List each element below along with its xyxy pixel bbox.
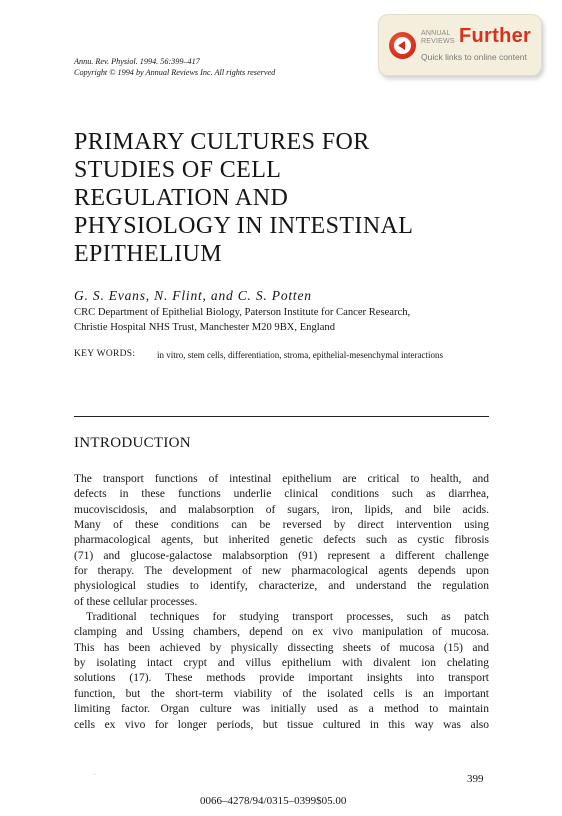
- paragraph-1: [74, 472, 489, 610]
- keywords-label: KEY WORDS:: [74, 349, 136, 359]
- title-line: PHYSIOLOGY IN INTESTINAL: [74, 213, 414, 239]
- badge-reviews: REVIEWS: [421, 37, 455, 45]
- article-title: [74, 128, 413, 268]
- paragraph-2: [74, 610, 489, 733]
- text-line: solutions (17). These methods provide important insights into transport: [74, 672, 489, 685]
- play-back-icon: [389, 32, 416, 59]
- page-number: 399: [467, 773, 484, 785]
- citation-journal: Annu. Rev. Physiol. 1994. 56:399–417: [74, 57, 200, 66]
- body-text: [74, 472, 489, 733]
- badge-publisher: [421, 30, 455, 45]
- title-line: EPITHELIUM: [74, 241, 222, 267]
- affiliation-line: CRC Department of Epithelial Biology, Paterson Institute for Cancer Research,: [74, 307, 411, 318]
- title-line: STUDIES OF CELL: [74, 157, 282, 183]
- citation-copyright: Copyright © 1994 by Annual Reviews Inc. All rights reserved: [74, 67, 276, 77]
- text-line: mucoviscidosis, and malabsorption of sugars, iron, lipids, and bile acids.: [74, 503, 489, 516]
- badge-quick-links[interactable]: Quick links to online content: [421, 52, 527, 62]
- section-divider: [74, 416, 489, 417]
- footer-code: 0066–4278/94/0315–0399$05.00: [200, 795, 347, 807]
- text-line: The transport functions of intestinal epithelium are critical to health, and: [74, 473, 489, 485]
- affiliation-line: Christie Hospital NHS Trust, Manchester M20 9BX, England: [74, 321, 336, 333]
- title-line: REGULATION AND: [74, 185, 289, 211]
- text-line: This has been achieved by physically dissecting sheets of mucosa (15) and: [74, 641, 489, 654]
- text-line: clamping and Ussing chambers, depend on ex vivo manipulation of mucosa.: [74, 626, 489, 639]
- text-line: (71) and glucose-galactose malabsorption (91) represent a different challenge: [74, 549, 489, 562]
- keywords-value: in vitro, stem cells, differentiation, stroma, epithelial-mesenchymal interactions: [157, 350, 444, 360]
- text-line: Traditional techniques for studying transport processes, such as patch: [86, 611, 489, 624]
- text-line: defects in these functions underlie clinical conditions such as diarrhea,: [74, 488, 489, 501]
- stray-mark: ·: [94, 772, 96, 778]
- text-line: by isolating intact crypt and villus epithelium with divalent ion chelating: [74, 657, 489, 670]
- section-heading: INTRODUCTION: [74, 435, 191, 451]
- text-line: cells ex vivo for longer periods, but tissue cultured in this way was also: [74, 718, 489, 731]
- text-line: physiological studies to identify, characterize, and understand the regulation: [74, 580, 489, 593]
- title-line: PRIMARY CULTURES FOR: [74, 129, 370, 155]
- authors: G. S. Evans, N. Flint, and C. S. Potten: [74, 288, 312, 303]
- citation: [74, 57, 275, 78]
- text-line: pharmacological agents, but inherited genetic defects such as cystic fibrosis: [74, 534, 489, 547]
- badge-further: Further: [459, 25, 532, 47]
- annual-reviews-further-badge[interactable]: [378, 14, 542, 76]
- badge-annual: ANNUAL: [421, 30, 451, 37]
- text-line: Many of these conditions can be reversed by direct intervention using: [74, 519, 489, 532]
- text-line: function, but the short-term viability of the isolated cells is an important: [74, 687, 489, 700]
- text-line: limiting factor. Organ culture was initially used as a method to maintain: [74, 703, 489, 716]
- text-line: of these cellular processes.: [74, 595, 198, 608]
- text-line: for therapy. The development of new pharmacological agents depends upon: [74, 565, 489, 578]
- affiliation: [74, 306, 410, 335]
